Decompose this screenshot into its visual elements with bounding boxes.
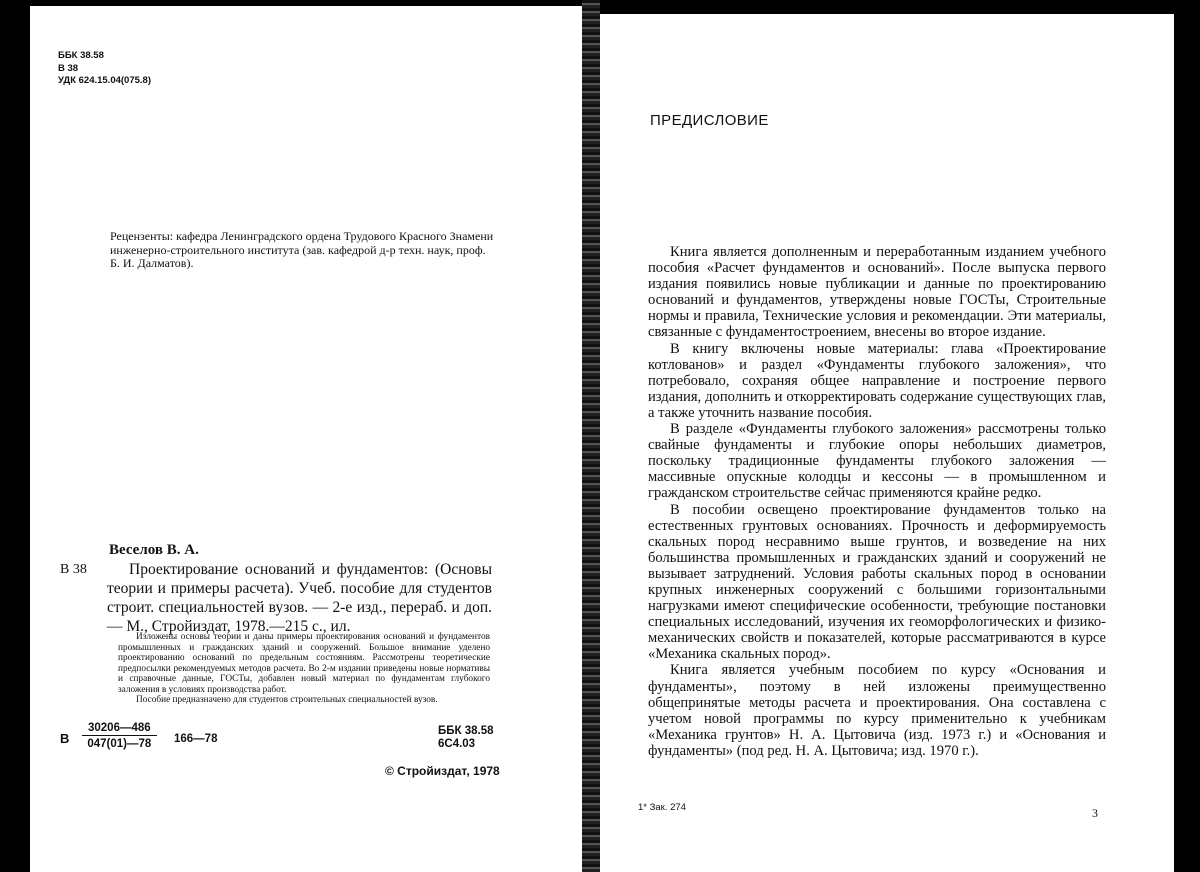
bbk-bottom-block bbox=[438, 725, 494, 751]
annotation bbox=[118, 632, 490, 706]
preface-title: ПРЕДИСЛОВИЕ bbox=[650, 112, 769, 129]
preface-paragraph: Книга является учебным пособием по курсу «Основания и фундаменты», поэтому в ней изложены преимущественно общепринятые методы расчета и проектирования. Она составлена с учетом новой программы по курсу применительно к учебникам «Механика грунтов» Н. А. Цытовича (изд. 1973 г.) и «Основания и фундаменты» (под ред. Н. А. Цытовича; изд. 1970 г.). bbox=[648, 662, 1106, 759]
signature-mark: 1* Зак. 274 bbox=[638, 802, 686, 813]
reviewers-text: Рецензенты: кафедра Ленинградского ордена Трудового Красного Знамени инженерно-строительного института (зав. кафедрой д-р техн. наук, проф. Б. И. Далматов). bbox=[110, 229, 494, 270]
publication-code-fraction bbox=[82, 722, 157, 750]
bbk-bottom-code: ББК 38.58 bbox=[438, 725, 494, 737]
page-number: 3 bbox=[1092, 806, 1098, 820]
code-suffix: 166—78 bbox=[174, 733, 218, 745]
code-letter: В bbox=[60, 731, 70, 746]
preface-paragraph: В пособии освещено проектирование фундаментов только на естественных грунтовых основаниях. Прочность и деформируемость скальных пород несравнимо выше грунтов, и возведение на них большинства промышленных и гражданских зданий и сооружений не вызывает затруднений. Условия работы скальных пород в основании крупных инженерных сооружений с большими горизонтальными нагрузками имеют специфические особенности, требующие постановки специальных исследований, изучения их геоморфологических и физико-механических свойств и показателей, которые рассматриваются в курсе «Механика скальных пород». bbox=[648, 501, 1106, 663]
bbk-code: ББК 38.58 bbox=[58, 50, 104, 61]
bibliographic-entry bbox=[107, 560, 492, 636]
classification-block bbox=[58, 50, 151, 88]
bibliographic-text: Проектирование оснований и фундаментов: (Основы теории и примеры расчета). Учеб. пособие для студентов строит. специальностей вузов. — 2-е изд., перераб. и доп. — М., Стройиздат, 1978.—215 с., ил. bbox=[107, 561, 492, 635]
preface-paragraph: В книгу включены новые материалы: глава «Проектирование котлованов» и раздел «Фундаменты глубокого заложения», что потребовало, сохраняя общее направление и построение первого издания, дополнить и откорректировать содержание существующих глав, а также уточнить название пособия. bbox=[648, 340, 1106, 421]
preface-paragraph: Книга является дополненным и переработанным изданием учебного пособия «Расчет фундаментов и оснований». После выпуска первого издания появились новые публикации и данные по проектированию оснований и фундаментов, утверждены новые ГОСТы, Строительные нормы и правила, Технические условия и рекомендации. Эти материалы, связанные с фундаментостроением, внесены во второе издание. bbox=[648, 244, 1106, 341]
annotation-paragraph: Изложены основы теории и даны примеры проектирования оснований и фундаментов промышленных и гражданских зданий и сооружений. Большое внимание уделено проектированию оснований по предельным состояниям. Рассмотрены теоретические предпосылки рекомендуемых методов расчета. Во 2-м издании приведены новые нормативы и справочные данные, ГОСТы, добавлен новый материал по фундаментам глубокого заложения в условиях производства работ. bbox=[118, 632, 490, 695]
bbk-bottom-subcode: 6С4.03 bbox=[438, 738, 476, 750]
code-denominator: 047(01)—78 bbox=[87, 738, 152, 750]
catalog-index: В 38 bbox=[60, 562, 87, 577]
preface-body bbox=[648, 244, 1106, 759]
book-spine bbox=[582, 0, 600, 872]
reviewers-note bbox=[110, 230, 495, 271]
author-code: В 38 bbox=[58, 62, 79, 74]
preface-paragraph: В разделе «Фундаменты глубокого заложения» рассмотрены только свайные фундаменты и глубокие опоры небольших диаметров, поскольку традиционные фундаменты глубокого заложения — массивные опускные колодцы и кессоны — в промышленном и гражданском строительстве сейчас применяются крайне редко. bbox=[648, 421, 1106, 502]
udk-code: УДК 624.15.04(075.8) bbox=[58, 75, 151, 86]
author-name: Веселов В. А. bbox=[109, 542, 199, 558]
copyright-line: © Стройиздат, 1978 bbox=[385, 764, 500, 778]
annotation-paragraph: Пособие предназначено для студентов строительных специальностей вузов. bbox=[136, 695, 438, 705]
code-numerator: 30206—486 bbox=[82, 722, 157, 736]
